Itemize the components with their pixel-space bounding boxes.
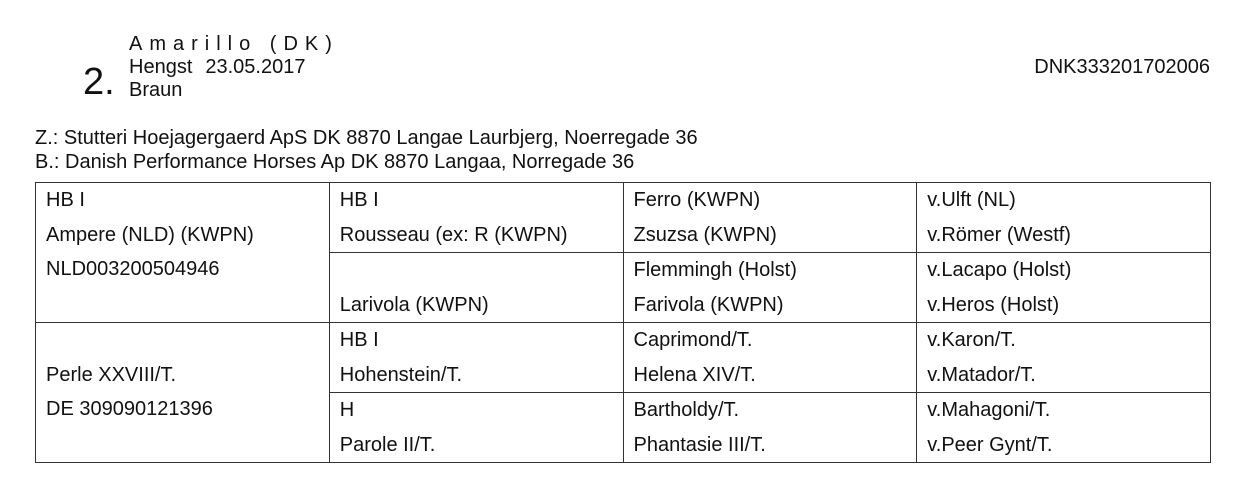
- owner-line: B.: Danish Performance Horses Ap DK 8870 Langaa, Norregade 36: [35, 151, 635, 173]
- sire-sire-name: Rousseau (ex: R (KWPN): [339, 223, 568, 246]
- great-grandsires-cell: [917, 183, 1211, 253]
- sire-sire-dam-sire: v.Römer (Westf): [927, 223, 1071, 246]
- dam-sire-cell: [329, 323, 623, 393]
- sire-dam-sire-sire: v.Lacapo (Holst): [927, 259, 1072, 281]
- sire-dam-sire: Flemmingh (Holst): [633, 259, 797, 281]
- grandparents-cell: [623, 183, 917, 253]
- dam-sire-dam-sire: v.Matador/T.: [927, 363, 1036, 386]
- dam-dam-dam: Phantasie III/T.: [633, 433, 766, 456]
- great-grandsires-cell: [917, 323, 1211, 393]
- dam-dam-sire: Bartholdy/T.: [633, 399, 740, 421]
- horse-name: Amarillo (DK): [129, 33, 339, 55]
- sire-dam-name: Larivola (KWPN): [339, 293, 489, 316]
- sire-dam-book: [340, 253, 613, 288]
- sire-dam-dam-sire: v.Heros (Holst): [927, 293, 1060, 316]
- dam-sire-sire: Caprimond/T.: [633, 329, 753, 351]
- sire-sire-sire: Ferro (KWPN): [633, 189, 761, 211]
- dam-dam-cell: [329, 393, 623, 463]
- sire-number: NLD003200504946: [46, 258, 220, 280]
- dam-dam-dam-sire: v.Peer Gynt/T.: [927, 433, 1053, 456]
- dam-dam-book: H: [339, 399, 355, 421]
- sire-name: Ampere (NLD) (KWPN): [46, 223, 254, 246]
- lot-number: 2.: [83, 61, 115, 103]
- sire-sire-dam: Zsuzsa (KWPN): [633, 223, 777, 246]
- sire-dam-cell: [329, 253, 623, 323]
- table-row: [36, 323, 1211, 393]
- great-grandsires-cell: [917, 393, 1211, 463]
- great-grandsires-cell: [917, 253, 1211, 323]
- sire-cell: [36, 183, 330, 323]
- dam-dam-name: Parole II/T.: [339, 433, 436, 456]
- dam-sire-name: Hohenstein/T.: [339, 363, 463, 386]
- dam-cell: [36, 323, 330, 463]
- grandparents-cell: [623, 253, 917, 323]
- horse-birth-date: 23.05.2017: [205, 56, 306, 78]
- breeder-line: Z.: Stutteri Hoejagergaerd ApS DK 8870 Langae Laurbjerg, Noerregade 36: [35, 127, 698, 149]
- dam-sire-sire-sire: v.Karon/T.: [927, 329, 1016, 351]
- dam-dam-sire-sire: v.Mahagoni/T.: [927, 399, 1051, 421]
- sire-sire-sire-sire: v.Ulft (NL): [927, 189, 1016, 211]
- dam-book: [46, 323, 319, 358]
- dam-sire-dam: Helena XIV/T.: [633, 363, 756, 386]
- table-row: [36, 183, 1211, 253]
- sire-sire-book: HB I: [339, 189, 379, 211]
- registration-number: DNK333201702006: [1034, 56, 1210, 78]
- horse-color: Braun: [129, 79, 183, 101]
- sire-book: HB I: [46, 189, 85, 211]
- dam-number: DE 309090121396: [46, 398, 213, 420]
- horse-sex: Hengst: [129, 56, 193, 78]
- grandparents-cell: [623, 393, 917, 463]
- sire-sire-cell: [329, 183, 623, 253]
- sire-dam-dam: Farivola (KWPN): [633, 293, 784, 316]
- horse-sex-birthdate: [129, 56, 305, 78]
- dam-name: Perle XXVIII/T.: [46, 363, 177, 386]
- grandparents-cell: [623, 323, 917, 393]
- dam-sire-book: HB I: [339, 329, 379, 351]
- pedigree-table: [35, 182, 1211, 463]
